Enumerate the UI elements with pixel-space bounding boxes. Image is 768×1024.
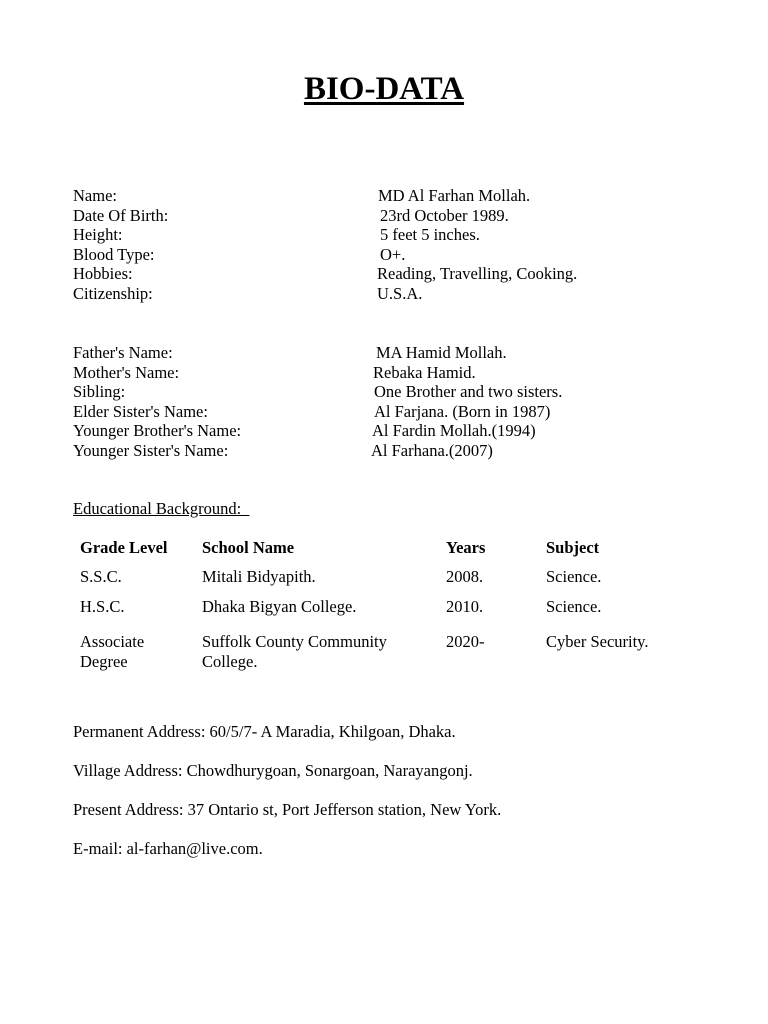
detail-value: Reading, Travelling, Cooking. [377,264,578,284]
cell-subject: Cyber Security. [546,632,649,652]
detail-label: Hobbies: [73,264,133,284]
family-value: Rebaka Hamid. [373,362,476,382]
cell-school-name: Mitali Bidyapith. [202,567,316,586]
column-header-years: Years [446,538,486,557]
table-row [73,626,679,681]
column-header-subject: Subject [546,538,600,557]
family-value: Al Farhana.(2007) [371,440,493,460]
cell-years: 2020- [446,632,485,652]
email-address: E-mail: al-farhan@live.com. [73,839,263,858]
family-label: Sibling: [73,382,126,402]
document-title: BIO-DATA [303,71,465,107]
family-value: Al Farjana. (Born in 1987) [374,401,551,421]
present-address: Present Address: 37 Ontario st, Port Jefferson station, New York. [73,800,502,819]
education-header-row [73,530,679,567]
detail-value: 5 feet 5 inches. [380,225,480,245]
detail-label: Blood Type: [73,244,155,264]
column-header-school-name: School Name [202,538,295,557]
cell-grade-level: Associate Degree [80,632,145,671]
cell-years: 2010. [446,596,484,616]
detail-label: Citizenship: [73,283,153,303]
detail-value: MD Al Farhan Mollah. [378,186,531,205]
detail-value: 23rd October 1989. [380,205,509,225]
village-address: Village Address: Chowdhurygoan, Sonargoan, Narayangonj. [73,761,473,780]
detail-value: O+. [380,244,406,264]
detail-label: Height: [73,225,123,245]
education-heading: Educational Background: [73,499,250,518]
family-value: Al Fardin Mollah.(1994) [372,421,536,441]
cell-subject: Science. [546,567,602,586]
education-table [73,530,679,681]
family-label: Father's Name: [73,343,173,362]
table-row [73,567,679,597]
detail-label: Date Of Birth: [73,205,169,225]
cell-years: 2008. [446,567,484,586]
family-label: Elder Sister's Name: [73,401,208,421]
column-header-grade-level: Grade Level [80,538,168,557]
cell-school-name: Dhaka Bigyan College. [202,596,357,616]
family-label: Younger Brother's Name: [73,421,242,441]
family-label: Younger Sister's Name: [73,440,229,460]
permanent-address: Permanent Address: 60/5/7- A Maradia, Khilgoan, Dhaka. [73,722,456,741]
detail-value: U.S.A. [377,283,423,303]
family-label: Mother's Name: [73,362,180,382]
family-value: One Brother and two sisters. [374,382,563,402]
detail-label: Name: [73,186,117,205]
cell-school-name: Suffolk County Community College. [202,632,387,671]
family-value: MA Hamid Mollah. [376,343,507,362]
cell-subject: Science. [546,596,602,616]
cell-grade-level: S.S.C. [80,567,122,586]
table-row [73,597,679,627]
cell-grade-level: H.S.C. [80,596,125,616]
